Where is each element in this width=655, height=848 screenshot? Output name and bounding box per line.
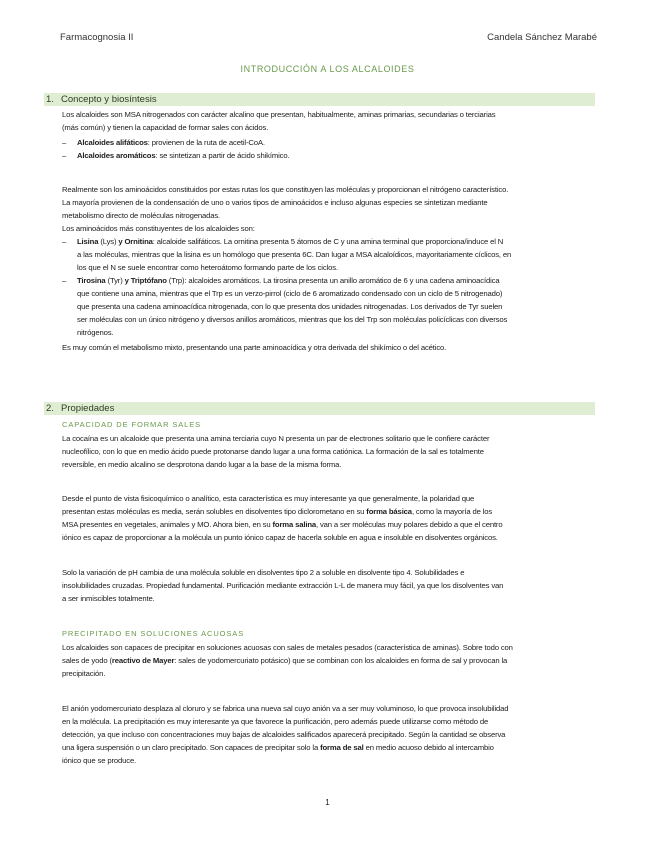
bullet-dash: – xyxy=(62,151,67,160)
text: una ligera suspensión o un claro precipitado. Son capaces de precipitar solo la xyxy=(62,743,321,752)
definition: : se sintetizan a partir de ácido shikímico. xyxy=(155,151,290,160)
paragraph-line xyxy=(62,518,597,531)
abbrev: (Tyr) xyxy=(105,276,125,285)
page-number: 1 xyxy=(325,798,330,807)
paragraph-line: Los aminoácidos más constituyentes de los alcaloides son: xyxy=(62,224,255,233)
paragraph-line xyxy=(62,741,597,754)
paragraph-line: Desde el punto de vista fisicoquímico o analítico, esta característica es muy interesante ya que generalmente, la polaridad que xyxy=(62,494,475,503)
paragraph-line: nucleofílico, con lo que en medio ácido puede protonarse dando lugar a una forma catiónica. La formación de la sal es totalmente xyxy=(62,447,484,456)
header-author: Candela Sánchez Marabé xyxy=(487,32,597,43)
paragraph-line: La mayoría provienen de la condensación de uno o varios tipos de aminoácidos e incluso algunas especies se sintetizan mediante xyxy=(62,198,488,207)
definition: : provienen de la ruta de acetil-CoA. xyxy=(147,138,265,147)
bullet-lysine xyxy=(77,235,597,248)
bullet-line: que presenta una cadena aminoacídica nitrogenada, con lo que presenta dos unidades nitrogenadas. Los derivados de Tyr suelen xyxy=(77,302,503,311)
definition: : alcaloide salifáticos. La ornitina presenta 5 átomos de C y una amina terminal que proporciona/induce el N xyxy=(152,237,504,246)
section-label: Propiedades xyxy=(61,403,115,414)
paragraph-line: Los alcaloides son capaces de precipitar en soluciones acuosas con sales de metales pesados (característica de aminas). Sobre todo con xyxy=(62,643,513,652)
section-number: 2. xyxy=(46,403,54,414)
term: Lisina xyxy=(77,237,99,246)
bullet-aromatic xyxy=(77,149,597,162)
page-title: INTRODUCCIÓN A LOS ALCALOIDES xyxy=(240,64,415,74)
subheading-precipitate: PRECIPITADO EN SOLUCIONES ACUOSAS xyxy=(62,629,245,638)
section-heading-2 xyxy=(44,402,595,415)
paragraph-line: La cocaína es un alcaloide que presenta una amina terciaria cuyo N presenta un par de electrones solitario que le confiere carácter xyxy=(62,434,490,443)
definition: (Trp): alcaloides aromáticos. La tirosina presenta un anillo aromático de 6 y una cadena aminoacídica xyxy=(166,276,500,285)
term: Alcaloides alifáticos xyxy=(77,138,148,147)
paragraph-line: detección, ya que incluso con concentraciones muy bajas de alcaloides salificados aparecerá precipitado. Según la cantidad se observa xyxy=(62,730,506,739)
bullet-dash: – xyxy=(62,138,67,147)
paragraph-line: Los alcaloides son MSA nitrogenados con carácter alcalino que presentan, habitualmente, aminas primarias, secundarias o terciarias xyxy=(62,110,496,119)
term: reactivo de Mayer xyxy=(111,656,175,665)
bullet-dash: – xyxy=(62,276,67,285)
term: forma básica xyxy=(366,507,412,516)
abbrev: (Lys) xyxy=(98,237,119,246)
paragraph-line: precipitación. xyxy=(62,669,106,678)
paragraph-line: Solo la variación de pH cambia de una molécula soluble en disolventes tipo 2 a soluble en disolvente tipo 4. Solubilidades e xyxy=(62,568,465,577)
text: : sales de yodomercuriato potásico) que se combinan con los alcaloides en forma de sal y provocan la xyxy=(174,656,508,665)
text: MSA presentes en vegetales, animales y MO. Ahora bien, en su xyxy=(62,520,273,529)
paragraph-line: Es muy común el metabolismo mixto, presentando una parte aminoacídica y otra derivada del shikímico o del acético. xyxy=(62,343,447,352)
term: Tirosina xyxy=(77,276,106,285)
bullet-line: a las moléculas, mientras que la lisina es un homólogo que presenta 6C. Dan lugar a MSA alcaloídicos, mayoritariamente cíclicos, en xyxy=(77,250,512,259)
term: forma salina xyxy=(272,520,316,529)
paragraph-line: Realmente son los aminoácidos constituidos por estas rutas los que constituyen las moléculas y proporcionan el nitrógeno característico. xyxy=(62,185,509,194)
text: presentan estas moléculas es media, serán solubles en disolventes tipo diclorometano en su xyxy=(62,507,367,516)
section-number: 1. xyxy=(46,94,54,105)
text: sales de yodo ( xyxy=(62,656,112,665)
term: forma de sal xyxy=(320,743,364,752)
paragraph-line: iónico es capaz de proporcionar a la molécula un punto iónico capaz de hacerla soluble en agua e insoluble en disolventes orgánicos. xyxy=(62,533,498,542)
paragraph-line: en la molécula. La precipitación es muy interesante ya que favorece la purificación, pero además puede utilizarse como método de xyxy=(62,717,489,726)
paragraph-line: El anión yodomercuriato desplaza al cloruro y se fabrica una nueva sal cuyo anión va a ser muy voluminoso, lo que provoca insolubilidad xyxy=(62,704,509,713)
bullet-dash: – xyxy=(62,237,67,246)
bullet-line: ser moléculas con un único nitrógeno y diversos anillos aromáticos, mientras que los del Trp son moléculas policíclicas con diversos xyxy=(77,315,508,324)
paragraph-line: (más común) y tienen la capacidad de formar sales con ácidos. xyxy=(62,123,269,132)
paragraph-line: iónico que se produce. xyxy=(62,756,137,765)
bullet-tyrosine xyxy=(77,274,597,287)
bullet-line: que contiene una amina, mientras que el Trp es un verzo-pirrol (ciclo de 6 aromatizado condensado con un ciclo de 5 nitrogenado) xyxy=(77,289,503,298)
term: Alcaloides aromáticos xyxy=(77,151,156,160)
paragraph-line: insolubilidades cruzadas. Propiedad fundamental. Purificación mediante extracción L-L de manera muy fácil, ya que los disolventes van xyxy=(62,581,504,590)
paragraph-line: metabolismo directo de moléculas nitrogenadas. xyxy=(62,211,221,220)
paragraph-line: a ser inmiscibles totalmente. xyxy=(62,594,155,603)
bullet-line: los que el N se suele encontrar como heteroátomo formando parte de los ciclos. xyxy=(77,263,338,272)
term: y Triptófano xyxy=(124,276,167,285)
bullet-aliphatic xyxy=(77,136,597,149)
paragraph-line: reversible, en medio alcalino se desprotona dando lugar a la base de la misma forma. xyxy=(62,460,342,469)
header-course: Farmacognosia II xyxy=(60,32,134,43)
paragraph-line xyxy=(62,654,597,667)
text: , como la mayoría de los xyxy=(411,507,493,516)
section-heading-1 xyxy=(44,93,595,106)
section-label: Concepto y biosíntesis xyxy=(61,94,157,105)
term: y Ornitina xyxy=(118,237,153,246)
subheading-salts: CAPACIDAD DE FORMAR SALES xyxy=(62,420,202,429)
paragraph-line xyxy=(62,505,597,518)
text: en medio acuoso debido al intercambio xyxy=(363,743,494,752)
bullet-line: nitrógenos. xyxy=(77,328,114,337)
text: , van a ser moléculas muy polares debido a que el centro xyxy=(316,520,503,529)
